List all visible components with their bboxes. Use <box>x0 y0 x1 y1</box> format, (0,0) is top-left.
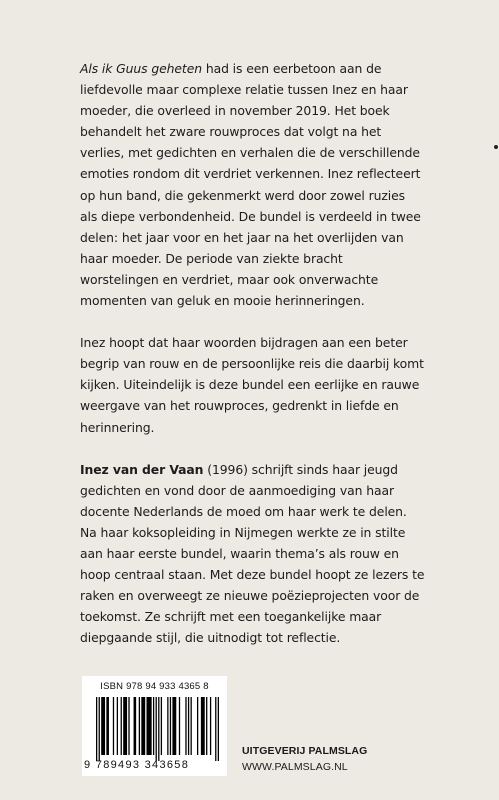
barcode-bar <box>188 697 189 755</box>
barcode-bar <box>141 697 145 755</box>
barcode-bar <box>99 697 100 761</box>
barcode-bar <box>210 697 211 755</box>
publisher-url: WWW.PALMSLAG.NL <box>242 761 348 773</box>
barcode-bar <box>218 697 219 761</box>
barcode-bar <box>185 697 186 755</box>
barcode-bar <box>123 697 127 755</box>
barcode-bar <box>167 697 168 755</box>
barcode-bar <box>206 697 207 755</box>
author-bio <box>80 459 425 649</box>
barcode-bar <box>101 697 105 755</box>
barcode-bar <box>117 697 118 755</box>
barcode-bar <box>106 697 109 755</box>
publisher-name: UITGEVERIJ PALMSLAG <box>242 745 368 757</box>
author-name: Inez van der Vaan <box>80 461 204 477</box>
barcode-bar <box>172 697 176 755</box>
publisher-block <box>242 743 367 775</box>
barcode-bar <box>139 697 140 755</box>
barcode-bar <box>179 697 180 755</box>
barcode-bar <box>128 697 129 755</box>
barcode-bar <box>201 697 205 755</box>
isbn-label: ISBN 978 94 933 4365 8 <box>100 681 209 692</box>
barcode-bar <box>170 697 171 755</box>
barcode-digits: 9 789493 343658 <box>84 759 190 771</box>
blurb-text <box>80 58 425 648</box>
book-title-italic: Als ik Guus geheten <box>80 61 202 76</box>
barcode-bar <box>158 697 159 761</box>
barcode-bar <box>191 697 192 755</box>
barcode-bar <box>156 697 157 761</box>
barcode-bar <box>146 697 151 755</box>
blurb-paragraph-intro-text: had is een eerbetoon aan de liefdevolle maar complexe relatie tussen Inez en haar moeder, die overleed in november 2019. Het boek behandelt het zware rouwproces dat volgt na het verlies, met gedichten en verhalen die de verschillende emoties rondom dit verdriet verkennen. Inez reflecteert op hun band, die gekenmerkt werd door zowel ruzies als diepe verbondenheid. De bundel is verdeeld in twee delen: het jaar voor en het jaar na het overlijden van haar moeder. De periode van ziekte bracht worstelingen en verdriet, maar ook onverwachte momenten van geluk en mooie herinneringen. <box>80 61 421 309</box>
barcode-bar <box>134 697 137 755</box>
barcode-bar <box>197 697 198 755</box>
barcode-bar <box>215 697 216 761</box>
author-bio-text: (1996) schrijft sinds haar jeugd gedichten en vond door de aanmoediging van haar docente Nederlands de moed om haar werk te delen. Na haar koksopleiding in Nijmegen werkte ze in stilte aan haar eerste bundel, waarin thema’s als rouw en hoop centraal staan. Met deze bundel hoopt ze lezers te raken en overweegt ze nieuwe poëzieprojecten voor de toekomst. Ze schrijft met een toegankelijke maar diepgaande stijl, die uitnodigt tot reflectie. <box>80 461 425 646</box>
barcode-bar <box>153 697 154 755</box>
blurb-paragraph-hope: Inez hoopt dat haar woorden bijdragen aan een beter begrip van rouw en de persoonlijke reis die daarbij komt kijken. Uiteindelijk is deze bundel een eerlijke en rauwe weergave van het rouwproces, gedrenkt in liefde en herinnering. <box>80 335 424 435</box>
isbn-barcode <box>82 676 227 776</box>
barcode-bar <box>96 697 97 761</box>
barcode-bar <box>121 697 122 755</box>
barcode-bars <box>96 697 219 761</box>
decorative-dot <box>494 145 498 149</box>
barcode-bar <box>113 697 114 755</box>
blurb-paragraph-intro <box>80 58 425 311</box>
barcode-bar <box>161 697 162 755</box>
